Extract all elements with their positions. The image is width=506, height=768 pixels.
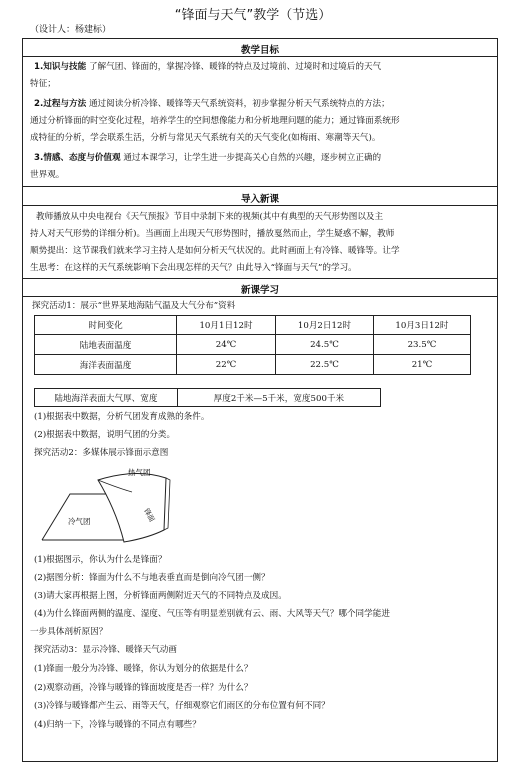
goal-1-label: 1.知识与技能 — [34, 62, 87, 72]
divider — [22, 205, 498, 206]
cold-air-mass-label: 冷气团 — [68, 517, 91, 526]
goal-2-line-3: 成特征的分析，学会联系生活，分析与常见天气系统有关的天气变化(如梅雨、寒潮等天气)。 — [30, 133, 381, 143]
table-cell: 22.5℃ — [275, 355, 373, 375]
intro-line-2: 持人对天气形势的详细分析)。当画面上出现天气形势图时，播放戛然而止，学生疑惑不解，教师 — [30, 229, 395, 239]
table-row — [35, 335, 471, 355]
table-cell: 21℃ — [373, 355, 470, 375]
designer-line: （设计人：杨建标） — [30, 25, 112, 35]
goal-1-text: 了解气团、锋面的，掌握冷锋、暖锋的特点及过境前、过境时和过境后的天气 — [86, 62, 382, 72]
intro-title: 导入新课 — [240, 194, 279, 205]
table-row — [35, 389, 381, 407]
activity-2-question-3: (3)请大家再根据上图，分析锋面两侧附近天气的不同特点及成因。 — [34, 591, 287, 601]
goal-3-line-2: 世界观。 — [30, 170, 65, 180]
goal-2-text: 通过阅读分析冷锋、暖锋等天气系统资料，初步掌握分析天气系统特点的方法； — [86, 99, 390, 109]
table-row — [35, 355, 471, 375]
table-header-cell: 10月3日12时 — [373, 316, 470, 335]
activity-3-question-3: (3)冷锋与暖锋都产生云、雨等天气，仔细观察它们雨区的分布位置有何不同？ — [34, 701, 330, 711]
goal-1-line-2: 特征； — [30, 79, 56, 89]
goal-2-line-2: 通过分析锋面的时空变化过程，培养学生的空间想像能力和分析地理问题的能力；通过锋面系统形 — [30, 116, 400, 126]
table-header-cell: 时间变化 — [35, 316, 177, 335]
front-diagram — [36, 466, 206, 548]
table-cell: 厚度2千米—5千米，宽度500千米 — [177, 389, 380, 407]
temperature-table — [34, 315, 471, 375]
thickness-table — [34, 388, 381, 407]
divider — [22, 278, 498, 279]
divider — [22, 56, 498, 57]
activity-2-question-2: (2)据图分析：锋面为什么不与地表垂直而是倒向冷气团一侧？ — [34, 573, 270, 583]
goals-title: 教学目标 — [240, 45, 279, 56]
table-cell: 23.5℃ — [373, 335, 470, 355]
activity-2-question-4-line-1: (4)为什么锋面两侧的温度、湿度、气压等有明显差别就有云、雨、大风等天气？哪个同学能进 — [34, 609, 390, 619]
activity-1-title: 探究活动1：展示“世界某地海陆气温及大气分布”资料 — [32, 301, 236, 311]
front-label: 锋面 — [142, 507, 156, 524]
table-cell: 陆地海洋表面大气厚、宽度 — [35, 389, 178, 407]
table-cell: 24.5℃ — [275, 335, 373, 355]
activity-3-title: 探究活动3：显示冷锋、暖锋天气动画 — [34, 645, 177, 655]
table-cell: 陆地表面温度 — [35, 335, 177, 355]
intro-line-1: 教师播放从中央电视台《天气预报》节目中录制下来的视频(其中有典型的天气形势图以及主 — [36, 212, 384, 222]
activity-2-question-1: (1)根据图示，你认为什么是锋面？ — [34, 555, 167, 565]
hot-air-mass-label: 热气团 — [128, 468, 151, 477]
intro-line-3: 顺势提出：这节课我们就来学习主持人是如何分析天气状况的。此时画面上有冷锋、暖锋等。让学 — [30, 246, 400, 256]
activity-3-question-1: (1)锋面一般分为冷锋、暖锋，你认为划分的依据是什么？ — [34, 664, 253, 674]
activity-1-question-2: (2)根据表中数据，说明气团的分类。 — [34, 430, 176, 440]
goal-3-text: 通过本课学习，让学生进一步提高关心自然的兴趣，逐步树立正确的 — [120, 153, 382, 163]
table-header-row — [35, 316, 471, 335]
table-header-cell: 10月2日12时 — [275, 316, 373, 335]
activity-3-question-4: (4)归纳一下，冷锋与暖锋的不同点有哪些？ — [34, 720, 201, 730]
new-lesson-title: 新课学习 — [240, 285, 279, 296]
divider — [22, 296, 498, 297]
table-cell: 海洋表面温度 — [35, 355, 177, 375]
activity-3-question-2: (2)观察动画，冷锋与暖锋的锋面坡度是否一样？为什么？ — [34, 683, 253, 693]
intro-line-4: 生思考：在这样的天气系统影响下会出现怎样的天气？由此导入“锋面与天气”的学习。 — [30, 263, 357, 273]
goal-1-line-1 — [34, 60, 381, 72]
goal-3-label: 3.情感、态度与价值观 — [34, 153, 121, 163]
activity-1-question-1: (1)根据表中数据，分析气团发育成熟的条件。 — [34, 412, 210, 422]
goal-2-line-1 — [34, 97, 390, 109]
activity-2-title: 探究活动2：多媒体展示锋面示意图 — [34, 448, 169, 458]
activity-2-question-4-line-2: 一步具体剖析原因？ — [30, 627, 108, 637]
divider — [22, 186, 498, 187]
table-cell: 24℃ — [177, 335, 276, 355]
goal-3-line-1 — [34, 151, 381, 163]
page-title: “锋面与天气”教学（节选） — [174, 8, 332, 23]
table-header-cell: 10月1日12时 — [177, 316, 276, 335]
goal-2-label: 2.过程与方法 — [34, 99, 87, 109]
table-cell: 22℃ — [177, 355, 276, 375]
